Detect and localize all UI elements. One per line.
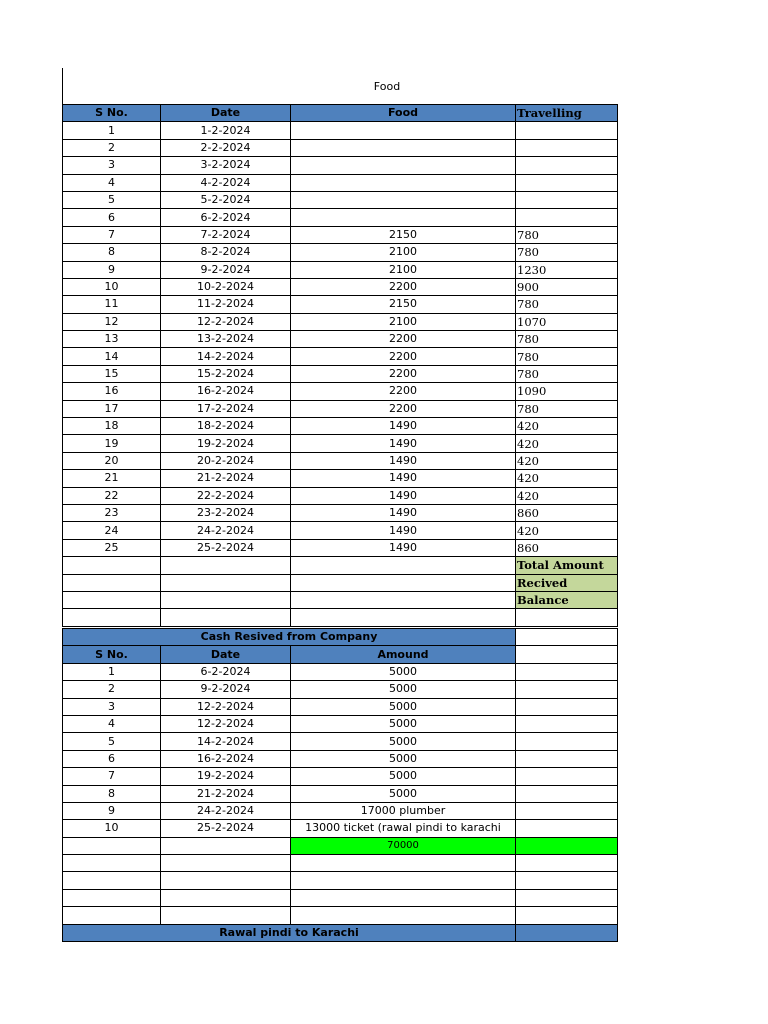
cell-date: 19-2-2024	[161, 435, 291, 452]
empty-cell	[291, 907, 516, 924]
cell-travelling: 860	[516, 504, 618, 521]
cell-date: 6-2-2024	[161, 209, 291, 226]
cell-s-no: 3	[63, 157, 161, 174]
summary-label: Balance	[516, 591, 618, 608]
cash-received-table	[62, 628, 618, 942]
cash-cell-s-no: 6	[63, 750, 161, 767]
empty-cell	[516, 609, 618, 626]
empty-cell	[516, 698, 618, 715]
cash-title-row	[63, 629, 618, 646]
empty-row	[63, 855, 618, 872]
cash-cell-date: 24-2-2024	[161, 802, 291, 819]
cell-travelling: 780	[516, 331, 618, 348]
empty-cell	[516, 629, 618, 646]
cash-cell-s-no: 8	[63, 785, 161, 802]
cash-cell-s-no: 10	[63, 820, 161, 837]
cell-s-no: 10	[63, 278, 161, 295]
cell-food	[291, 174, 516, 191]
table-row	[63, 313, 618, 330]
cell-s-no: 16	[63, 383, 161, 400]
table-row	[63, 383, 618, 400]
route-footer: Rawal pindi to Karachi	[63, 924, 516, 941]
cell-s-no: 12	[63, 313, 161, 330]
cell-s-no: 7	[63, 226, 161, 243]
cash-table-title: Cash Resived from Company	[63, 629, 516, 646]
cell-travelling: 780	[516, 296, 618, 313]
cell-s-no: 13	[63, 331, 161, 348]
cell-date: 23-2-2024	[161, 504, 291, 521]
cash-cell-s-no: 4	[63, 715, 161, 732]
empty-cell	[291, 889, 516, 906]
empty-cell	[161, 609, 291, 626]
table-row	[63, 174, 618, 191]
empty-cell	[63, 557, 161, 574]
cell-food: 2150	[291, 296, 516, 313]
empty-cell	[63, 837, 161, 854]
summary-row	[63, 574, 618, 591]
cell-food: 2200	[291, 348, 516, 365]
table-row	[63, 539, 618, 556]
header-food: Food	[291, 105, 516, 122]
cell-travelling: 860	[516, 539, 618, 556]
table-row	[63, 226, 618, 243]
empty-cell	[63, 855, 161, 872]
cell-food: 2200	[291, 278, 516, 295]
cash-row	[63, 768, 618, 785]
empty-cell	[291, 872, 516, 889]
summary-label: Total Amount	[516, 557, 618, 574]
cash-cell-s-no: 3	[63, 698, 161, 715]
cash-header-s-no: S No.	[63, 646, 161, 663]
cell-food: 1490	[291, 522, 516, 539]
cell-travelling: 780	[516, 226, 618, 243]
cell-s-no: 25	[63, 539, 161, 556]
cash-row	[63, 663, 618, 680]
empty-cell	[63, 872, 161, 889]
empty-cell	[516, 855, 618, 872]
empty-cell	[516, 907, 618, 924]
cell-date: 9-2-2024	[161, 261, 291, 278]
cell-travelling	[516, 191, 618, 208]
empty-cell	[63, 609, 161, 626]
table-row	[63, 418, 618, 435]
cell-food: 2200	[291, 400, 516, 417]
table-row	[63, 487, 618, 504]
cash-cell-s-no: 9	[63, 802, 161, 819]
cell-s-no: 15	[63, 365, 161, 382]
cell-travelling	[516, 157, 618, 174]
cell-travelling: 420	[516, 470, 618, 487]
cell-date: 8-2-2024	[161, 244, 291, 261]
cell-date: 10-2-2024	[161, 278, 291, 295]
cell-date: 24-2-2024	[161, 522, 291, 539]
cell-food	[291, 139, 516, 156]
cell-date: 5-2-2024	[161, 191, 291, 208]
cell-s-no: 23	[63, 504, 161, 521]
empty-cell	[516, 889, 618, 906]
empty-cell	[516, 837, 618, 854]
cell-food: 1490	[291, 435, 516, 452]
empty-cell	[291, 557, 516, 574]
cash-row	[63, 698, 618, 715]
cell-food: 2200	[291, 383, 516, 400]
cell-food: 1490	[291, 539, 516, 556]
cell-travelling: 420	[516, 522, 618, 539]
cell-s-no: 11	[63, 296, 161, 313]
cell-travelling: 1070	[516, 313, 618, 330]
empty-row	[63, 609, 618, 626]
cash-cell-amount: 5000	[291, 663, 516, 680]
empty-cell	[516, 768, 618, 785]
cell-travelling	[516, 122, 618, 139]
cell-s-no: 19	[63, 435, 161, 452]
cash-cell-s-no: 2	[63, 681, 161, 698]
cell-food: 1490	[291, 470, 516, 487]
empty-cell	[63, 907, 161, 924]
cash-header-date: Date	[161, 646, 291, 663]
cell-date: 12-2-2024	[161, 313, 291, 330]
cash-cell-date: 6-2-2024	[161, 663, 291, 680]
cell-date: 21-2-2024	[161, 470, 291, 487]
cash-cell-amount: 13000 ticket (rawal pindi to karachi	[291, 820, 516, 837]
table-row	[63, 348, 618, 365]
cash-row	[63, 681, 618, 698]
cell-travelling: 420	[516, 487, 618, 504]
cash-total-row	[63, 837, 618, 854]
cell-date: 15-2-2024	[161, 365, 291, 382]
cash-cell-date: 12-2-2024	[161, 698, 291, 715]
cell-travelling: 420	[516, 452, 618, 469]
cash-cell-amount: 5000	[291, 768, 516, 785]
table-row	[63, 139, 618, 156]
cell-s-no: 1	[63, 122, 161, 139]
cash-cell-amount: 5000	[291, 733, 516, 750]
cell-food: 2200	[291, 331, 516, 348]
empty-cell	[516, 750, 618, 767]
cell-food: 2100	[291, 261, 516, 278]
empty-cell	[291, 855, 516, 872]
cell-s-no: 24	[63, 522, 161, 539]
table-row	[63, 244, 618, 261]
cash-cell-date: 16-2-2024	[161, 750, 291, 767]
empty-row	[63, 889, 618, 906]
empty-cell	[516, 785, 618, 802]
empty-row	[63, 872, 618, 889]
table-row	[63, 331, 618, 348]
cell-travelling: 420	[516, 435, 618, 452]
cash-row	[63, 785, 618, 802]
cell-travelling: 1230	[516, 261, 618, 278]
empty-cell	[516, 872, 618, 889]
cell-food: 1490	[291, 452, 516, 469]
food-travel-table	[62, 104, 618, 627]
cell-travelling	[516, 209, 618, 226]
cell-s-no: 9	[63, 261, 161, 278]
cash-cell-date: 19-2-2024	[161, 768, 291, 785]
table-row	[63, 522, 618, 539]
summary-label: Recived	[516, 574, 618, 591]
cell-travelling	[516, 139, 618, 156]
table-row	[63, 261, 618, 278]
route-footer-row	[63, 924, 618, 941]
cell-s-no: 5	[63, 191, 161, 208]
cell-date: 16-2-2024	[161, 383, 291, 400]
cell-s-no: 20	[63, 452, 161, 469]
cell-s-no: 2	[63, 139, 161, 156]
cash-row	[63, 750, 618, 767]
table-row	[63, 504, 618, 521]
empty-cell	[161, 591, 291, 608]
empty-cell	[516, 820, 618, 837]
cell-date: 14-2-2024	[161, 348, 291, 365]
cash-cell-date: 25-2-2024	[161, 820, 291, 837]
cell-food	[291, 157, 516, 174]
table-row	[63, 470, 618, 487]
cell-date: 18-2-2024	[161, 418, 291, 435]
cell-travelling: 900	[516, 278, 618, 295]
cell-travelling: 1090	[516, 383, 618, 400]
cell-date: 1-2-2024	[161, 122, 291, 139]
cell-s-no: 8	[63, 244, 161, 261]
cash-row	[63, 715, 618, 732]
cell-food	[291, 122, 516, 139]
cell-food	[291, 191, 516, 208]
cell-date: 2-2-2024	[161, 139, 291, 156]
empty-row	[63, 907, 618, 924]
empty-cell	[161, 837, 291, 854]
cash-cell-date: 14-2-2024	[161, 733, 291, 750]
empty-cell	[516, 646, 618, 663]
sheet-left-border	[62, 68, 63, 104]
empty-cell	[161, 574, 291, 591]
cell-date: 3-2-2024	[161, 157, 291, 174]
empty-cell	[291, 609, 516, 626]
cash-cell-s-no: 1	[63, 663, 161, 680]
table-row	[63, 452, 618, 469]
empty-cell	[161, 855, 291, 872]
table-row	[63, 435, 618, 452]
cash-cell-date: 12-2-2024	[161, 715, 291, 732]
empty-cell	[63, 591, 161, 608]
empty-cell	[516, 715, 618, 732]
cash-row	[63, 802, 618, 819]
empty-cell	[516, 733, 618, 750]
cell-date: 7-2-2024	[161, 226, 291, 243]
cell-s-no: 6	[63, 209, 161, 226]
cell-food: 1490	[291, 487, 516, 504]
cash-cell-amount: 5000	[291, 785, 516, 802]
cell-travelling: 780	[516, 348, 618, 365]
empty-cell	[516, 924, 618, 941]
cell-s-no: 18	[63, 418, 161, 435]
empty-cell	[291, 591, 516, 608]
header-s-no: S No.	[63, 105, 161, 122]
cell-food: 2100	[291, 244, 516, 261]
empty-cell	[516, 802, 618, 819]
cash-cell-amount: 5000	[291, 715, 516, 732]
cell-food: 2200	[291, 365, 516, 382]
cell-s-no: 17	[63, 400, 161, 417]
sheet-title: Food	[373, 80, 401, 93]
cash-cell-amount: 5000	[291, 681, 516, 698]
cell-travelling	[516, 174, 618, 191]
cell-date: 13-2-2024	[161, 331, 291, 348]
cell-food: 2150	[291, 226, 516, 243]
cash-cell-s-no: 5	[63, 733, 161, 750]
empty-cell	[516, 663, 618, 680]
empty-cell	[161, 889, 291, 906]
empty-cell	[161, 557, 291, 574]
cell-date: 4-2-2024	[161, 174, 291, 191]
cell-date: 11-2-2024	[161, 296, 291, 313]
cash-cell-date: 9-2-2024	[161, 681, 291, 698]
cell-travelling: 780	[516, 365, 618, 382]
cell-travelling: 420	[516, 418, 618, 435]
cell-s-no: 21	[63, 470, 161, 487]
empty-cell	[291, 574, 516, 591]
table-row	[63, 365, 618, 382]
table-row	[63, 400, 618, 417]
empty-cell	[63, 574, 161, 591]
cash-total: 70000	[291, 837, 516, 854]
cash-row	[63, 733, 618, 750]
cash-row	[63, 820, 618, 837]
summary-row	[63, 557, 618, 574]
cell-date: 17-2-2024	[161, 400, 291, 417]
cash-header-amount: Amound	[291, 646, 516, 663]
cash-header-row	[63, 646, 618, 663]
cell-s-no: 4	[63, 174, 161, 191]
cell-food	[291, 209, 516, 226]
cell-date: 20-2-2024	[161, 452, 291, 469]
empty-cell	[161, 872, 291, 889]
table-row	[63, 191, 618, 208]
cash-cell-amount: 5000	[291, 698, 516, 715]
table-row	[63, 296, 618, 313]
cell-date: 22-2-2024	[161, 487, 291, 504]
cash-cell-s-no: 7	[63, 768, 161, 785]
cell-food: 2100	[291, 313, 516, 330]
cell-s-no: 14	[63, 348, 161, 365]
cash-cell-amount: 5000	[291, 750, 516, 767]
table-row	[63, 278, 618, 295]
table-row	[63, 209, 618, 226]
cell-food: 1490	[291, 504, 516, 521]
cash-cell-date: 21-2-2024	[161, 785, 291, 802]
header-travelling: Travelling	[516, 105, 618, 122]
cell-travelling: 780	[516, 244, 618, 261]
empty-cell	[63, 889, 161, 906]
table-row	[63, 157, 618, 174]
cell-date: 25-2-2024	[161, 539, 291, 556]
cash-cell-amount: 17000 plumber	[291, 802, 516, 819]
cell-food: 1490	[291, 418, 516, 435]
header-date: Date	[161, 105, 291, 122]
table-row	[63, 122, 618, 139]
summary-row	[63, 591, 618, 608]
table-header-row	[63, 105, 618, 122]
empty-cell	[161, 907, 291, 924]
empty-cell	[516, 681, 618, 698]
cell-travelling: 780	[516, 400, 618, 417]
cell-s-no: 22	[63, 487, 161, 504]
